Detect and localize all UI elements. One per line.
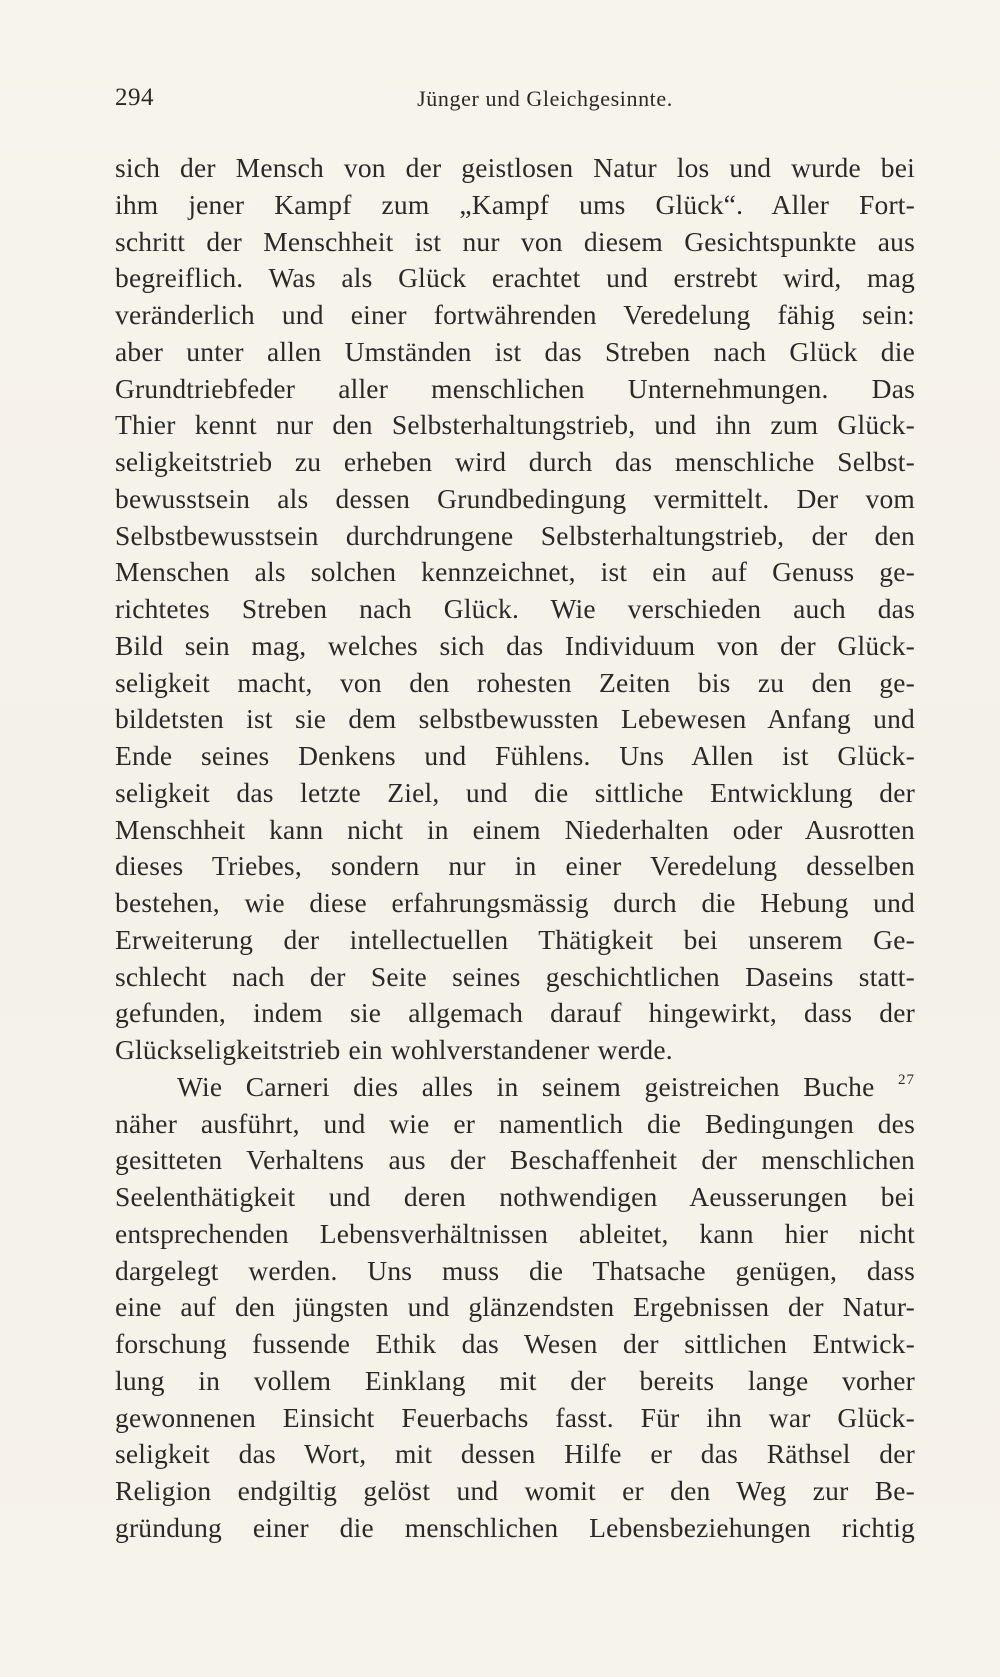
text-line: dargelegt werden. Uns muss die Thatsache genügen, dass: [115, 1254, 915, 1286]
text-line: dieses Triebes, sondern nur in einer Veredelung desselben: [115, 850, 915, 882]
text-line: Menschen als solchen kennzeichnet, ist ein auf Genuss ge-: [115, 556, 915, 588]
text-line: seligkeit das letzte Ziel, und die sittliche Entwicklung der: [115, 776, 915, 808]
text-line: schritt der Menschheit ist nur von diesem Gesichtspunkte aus: [115, 225, 915, 257]
text-line: seligkeitstrieb zu erheben wird durch das menschliche Selbst-: [115, 446, 915, 477]
text-line: richtetes Streben nach Glück. Wie verschieden auch das: [115, 593, 915, 624]
paragraph-2: [115, 1069, 915, 1547]
text-line: gefunden, indem sie allgemach darauf hingewirkt, dass der: [115, 997, 915, 1029]
text-line: veränderlich und einer fortwährenden Veredelung fähig sein:: [115, 299, 915, 330]
text-line: Selbstbewusstsein durchdrungene Selbsterhaltungstrieb, der den: [115, 519, 915, 551]
text-line: schlecht nach der Seite seines geschichtlichen Daseins statt-: [115, 960, 915, 992]
text-line: bewusstsein als dessen Grundbedingung vermittelt. Der vom: [115, 482, 915, 514]
text-line: bestehen, wie diese erfahrungsmässig durch die Hebung und: [115, 887, 915, 918]
text-line: [115, 1069, 915, 1106]
text-line: begreiflich. Was als Glück erachtet und erstrebt wird, mag: [115, 262, 915, 294]
page-number: 294: [115, 84, 154, 111]
text-line: gesitteten Verhaltens aus der Beschaffenheit der menschlichen: [115, 1144, 915, 1176]
text-line: seligkeit das Wort, mit dessen Hilfe er das Räthsel der: [115, 1438, 915, 1470]
text-line: Glückseligkeitstrieb ein wohlverstandener werde.: [115, 1034, 673, 1065]
text-line: Thier kennt nur den Selbsterhaltungstrieb, und ihn zum Glück-: [115, 409, 915, 441]
text-line: Bild sein mag, welches sich das Individuum von der Glück-: [115, 629, 915, 661]
text-line: Grundtriebfeder aller menschlichen Unternehmungen. Das: [115, 372, 915, 404]
text-line: Religion endgiltig gelöst und womit er den Weg zur Be-: [115, 1475, 915, 1506]
text-line: forschung fussende Ethik das Wesen der sittlichen Entwick-: [115, 1328, 915, 1359]
text-line: Menschheit kann nicht in einem Niederhalten oder Ausrotten: [115, 813, 915, 845]
text-line: gründung einer die menschlichen Lebensbeziehungen richtig: [115, 1511, 915, 1543]
page-header: [115, 84, 915, 120]
text-line: entsprechenden Lebensverhältnissen ableitet, kann hier nicht: [115, 1217, 915, 1249]
text-line: lung in vollem Einklang mit der bereits lange vorher: [115, 1364, 915, 1396]
text-line: aber unter allen Umständen ist das Streben nach Glück die: [115, 335, 915, 367]
running-head: Jünger und Gleichgesinnte.: [417, 86, 673, 111]
text-line: sich der Mensch von der geistlosen Natur los und wurde bei: [115, 152, 915, 183]
text-line: Erweiterung der intellectuellen Thätigkeit bei unserem Ge-: [115, 923, 915, 955]
footnote-reference[interactable]: 27: [898, 1071, 915, 1088]
text-line: näher ausführt, und wie er namentlich die Bedingungen des: [115, 1107, 915, 1139]
text-line: bildetsten ist sie dem selbstbewussten Lebewesen Anfang und: [115, 703, 915, 735]
text-line: seligkeit macht, von den rohesten Zeiten bis zu den ge-: [115, 666, 915, 698]
text-line: ihm jener Kampf zum „Kampf ums Glück“. Aller Fort-: [115, 188, 915, 220]
text-line: Seelenthätigkeit und deren nothwendigen Aeusserungen bei: [115, 1181, 915, 1212]
first-line-text: Wie Carneri dies alles in seinem geistreichen Buche: [177, 1070, 875, 1102]
text-line: eine auf den jüngsten und glänzendsten Ergebnissen der Natur-: [115, 1291, 915, 1323]
text-line: Ende seines Denkens und Fühlens. Uns Allen ist Glück-: [115, 740, 915, 771]
body-text: [115, 150, 915, 1547]
text-line: gewonnenen Einsicht Feuerbachs fasst. Für ihn war Glück-: [115, 1401, 915, 1433]
paragraph-1: [115, 150, 915, 1069]
